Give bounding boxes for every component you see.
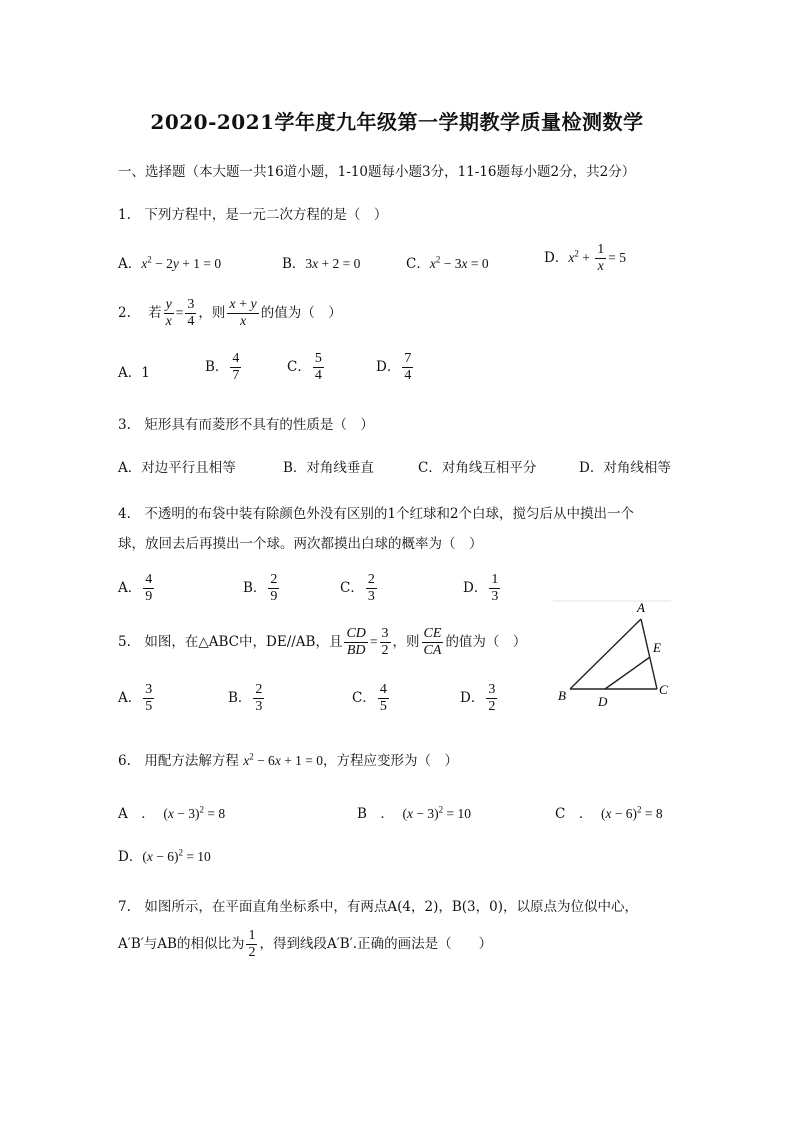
label-b: B	[558, 688, 566, 703]
option-label: D．	[376, 359, 401, 375]
segment-de	[605, 657, 650, 689]
q3-option-d: D．对角线相等	[579, 460, 671, 476]
fraction: $\frac{2}{3}$	[255, 682, 263, 714]
fraction: $\frac{1}{x}$	[597, 242, 605, 274]
fraction-xy-over-x: $\frac{x + y}{x}$	[229, 297, 257, 329]
option-label: D．	[118, 849, 143, 865]
q3-option-b: B．对角线垂直	[283, 460, 374, 476]
q6-option-b: B ． $(x - 3)^2 = 10$	[357, 804, 471, 822]
side-ab	[570, 619, 641, 689]
fraction: $\frac{2}{3}$	[367, 572, 375, 604]
fraction-cd-bd: $\frac{CD}{BD}$	[346, 626, 366, 658]
triangle-figure	[553, 598, 671, 708]
question-4-line-1: 4. 不透明的布袋中装有除颜色外没有区别的1个红球和2个白球，搅匀后从中摸出一个	[118, 506, 635, 522]
text: ，方程应变形为（ ）	[323, 753, 459, 769]
option-label: A．	[118, 690, 142, 706]
fraction: $\frac{4}{5}$	[379, 682, 387, 714]
option-label: B ．	[357, 806, 394, 822]
section-heading: 一、选择题（本大题一共16道小题，1-10题每小题3分，11-16题每小题2分，共2分）	[118, 164, 636, 180]
option-label: B．	[228, 690, 252, 706]
option-label: D．	[544, 250, 569, 266]
question-3: 3. 矩形具有而菱形不具有的性质是（ ）	[118, 417, 374, 433]
option-label: C ．	[555, 806, 593, 822]
q5-option-a	[118, 682, 156, 715]
q3-option-a: A．对边平行且相等	[118, 460, 236, 476]
q1-option-b: B．3x + 2 = 0	[282, 256, 361, 272]
text: ，则	[392, 634, 420, 650]
text: 5. 如图，在△ABC中，DE//AB，且	[118, 634, 343, 650]
triangle-diagram	[553, 598, 671, 708]
q5-option-d	[460, 682, 499, 715]
question-6: 6. 用配方法解方程 $x^2 - 6x + 1 = 0$，方程应变形为（ ）	[118, 751, 459, 769]
question-number: 2.	[118, 305, 131, 321]
option-label: C．	[287, 359, 311, 375]
text: ，得到线段A′B′.正确的画法是（ ）	[259, 936, 493, 952]
text: ，则	[198, 305, 226, 321]
option-label: B．	[205, 359, 229, 375]
q2-option-b	[205, 351, 243, 384]
option-label: D．	[463, 580, 488, 596]
question-1: 1. 下列方程中，是一元二次方程的是（ ）	[118, 207, 388, 223]
fraction: $\frac{7}{4}$	[404, 351, 412, 383]
q4-option-b	[243, 572, 281, 605]
option-label: B．	[243, 580, 267, 596]
option-label: D．	[460, 690, 485, 706]
fraction-1-2: $\frac{1}{2}$	[248, 928, 256, 960]
text: 若	[148, 305, 162, 321]
q5-option-b	[228, 682, 266, 715]
label-c: C	[659, 682, 668, 697]
q1-option-d: D．$x^2$ + $\frac{1}{x}$ = 5	[544, 242, 626, 274]
q6-option-d: D．$(x - 6)^2 = 10$	[118, 847, 211, 865]
question-7-line-2	[118, 928, 492, 961]
text: 的值为（ ）	[445, 634, 527, 650]
q1-option-c: C．$x^2 - 3x = 0$	[406, 254, 489, 272]
fraction: $\frac{3}{2}$	[488, 682, 496, 714]
fraction: $\frac{2}{9}$	[270, 572, 278, 604]
label-a: A	[637, 600, 645, 615]
fraction: $\frac{4}{7}$	[232, 351, 240, 383]
q3-option-c: C．对角线互相平分	[418, 460, 537, 476]
fraction-3-2: $\frac{3}{2}$	[381, 626, 389, 658]
q4-option-a	[118, 572, 156, 605]
option-label: C．	[352, 690, 376, 706]
q2-option-d	[376, 351, 415, 384]
question-5: 5. 如图，在△ABC中，DE//AB，且 $\frac{CD}{BD}$ = $\frac{3}{2}$ ，则 $\frac{CE}{CA}$ 的值为（ ）	[118, 626, 527, 658]
fraction: $\frac{1}{3}$	[491, 572, 499, 604]
fraction: $\frac{5}{4}$	[314, 351, 322, 383]
fraction-3-4: $\frac{3}{4}$	[187, 297, 195, 329]
question-7-line-1: 7. 如图所示，在平面直角坐标系中，有两点A(4，2)，B(3，0)，以原点为位似中心，	[118, 899, 638, 915]
text: 6. 用配方法解方程	[118, 753, 239, 769]
q6-option-c: C ． $(x - 6)^2 = 8$	[555, 804, 663, 822]
option-label: A．	[118, 580, 142, 596]
label-d: D	[598, 694, 608, 708]
option-label: A ．	[118, 806, 155, 822]
page-title: 2020-2021学年度九年级第一学期教学质量检测数学	[150, 110, 644, 134]
q2-option-c	[287, 351, 326, 384]
fraction: $\frac{3}{5}$	[145, 682, 153, 714]
text: A′B′与AB的相似比为	[118, 936, 245, 952]
label-e: E	[653, 640, 661, 655]
fraction-ce-ca: $\frac{CE}{CA}$	[423, 626, 442, 658]
q1-option-a: A．$x^2 - 2y + 1 = 0$	[118, 254, 222, 272]
question-2: 2. 若 $\frac{y}{x}$ = $\frac{3}{4}$ ，则 $\frac{x + y}{x}$ 的值为（ ）	[118, 297, 342, 329]
option-label: B．	[282, 256, 306, 272]
fraction-y-over-x: $\frac{y}{x}$	[165, 297, 172, 329]
question-4-line-2: 球，放回去后再摸出一个球。两次都摸出白球的概率为（ ）	[118, 536, 483, 552]
text: 的值为（ ）	[260, 305, 342, 321]
option-label: C．	[406, 256, 430, 272]
q2-option-a: A．1	[118, 365, 150, 381]
option-label: A．	[118, 256, 142, 272]
fraction: $\frac{4}{9}$	[145, 572, 153, 604]
q4-option-d	[463, 572, 502, 605]
option-label: C．	[340, 580, 364, 596]
q5-option-c	[352, 682, 391, 715]
q4-option-c	[340, 572, 379, 605]
q6-option-a: A ． $(x - 3)^2 = 8$	[118, 804, 226, 822]
